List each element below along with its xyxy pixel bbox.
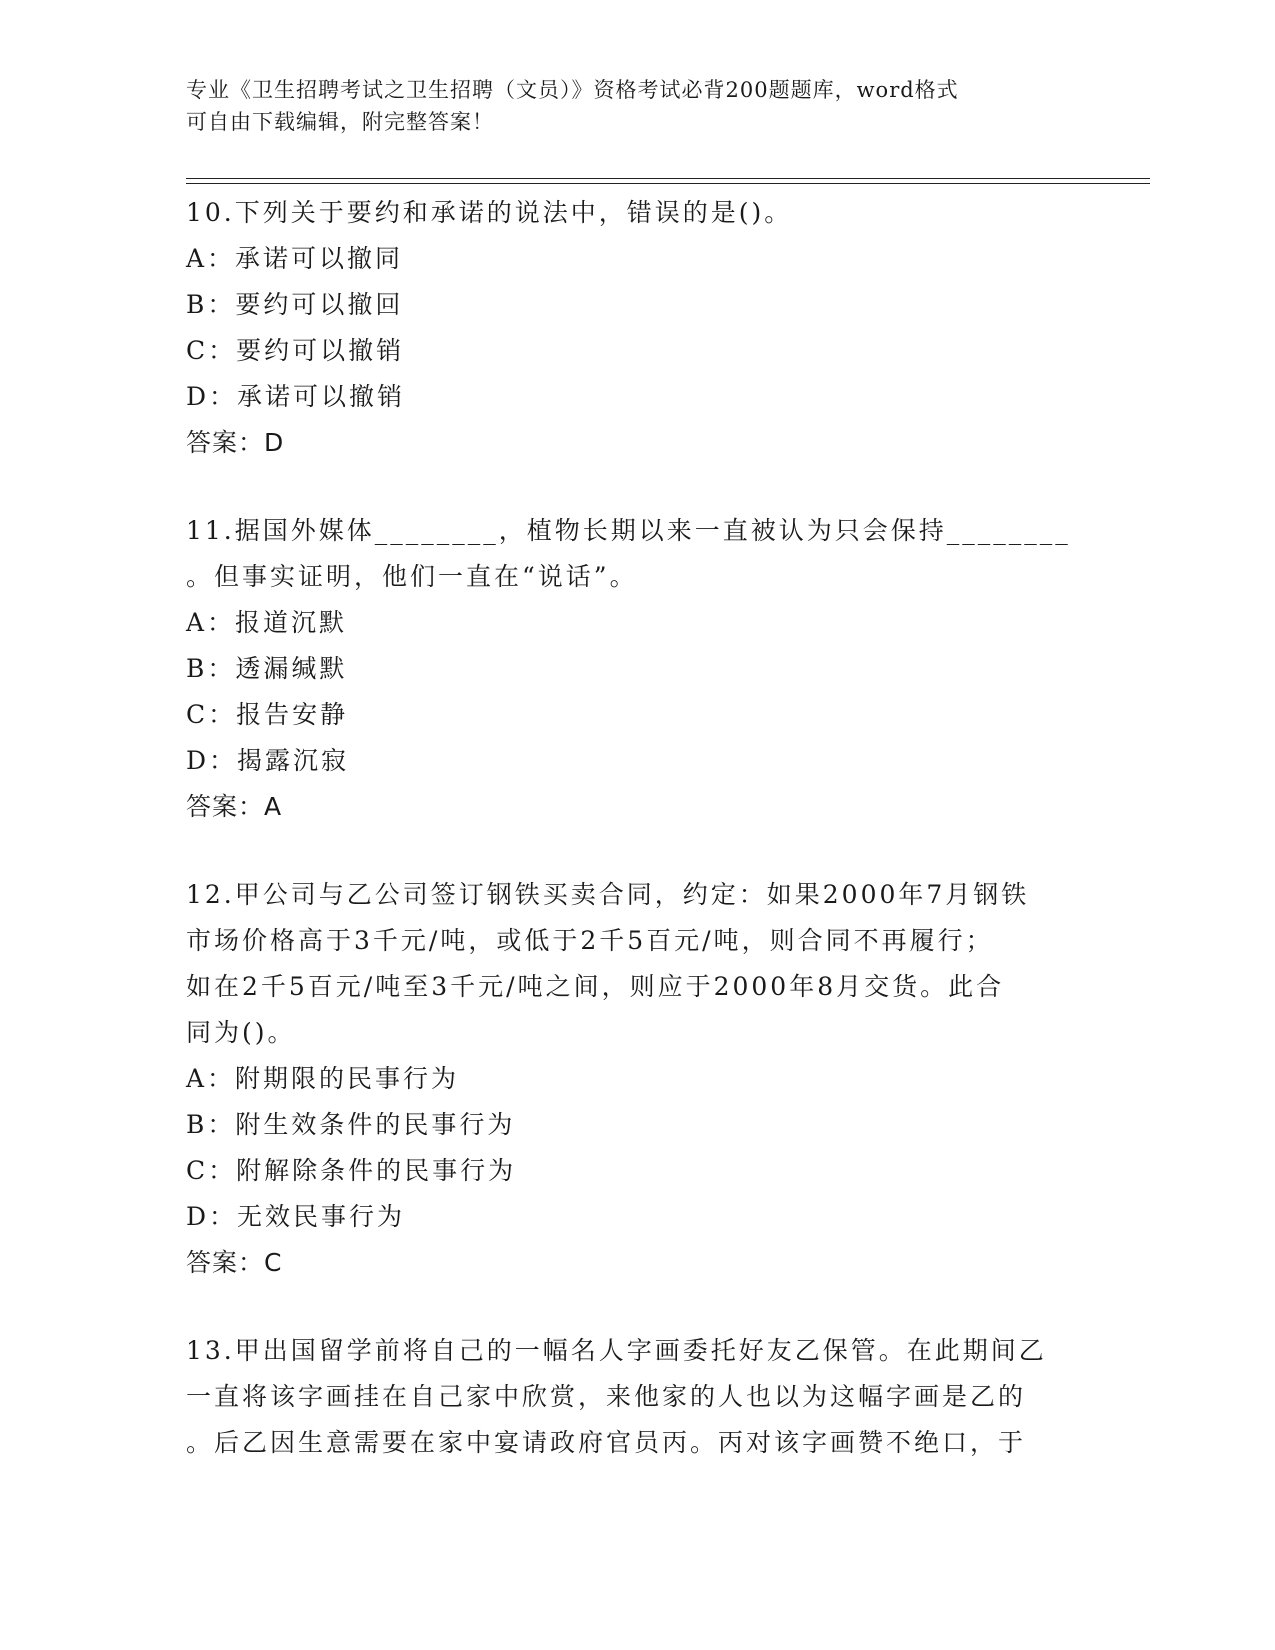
question-list bbox=[186, 190, 1086, 1466]
question-text: 同为()。 bbox=[186, 1018, 296, 1047]
header-divider-top bbox=[186, 178, 1150, 179]
header-divider-bottom bbox=[186, 183, 1150, 184]
option-a: A：承诺可以撤同 bbox=[186, 244, 404, 273]
option-c: C：附解除条件的民事行为 bbox=[186, 1156, 517, 1185]
option-d: D：揭露沉寂 bbox=[186, 746, 350, 775]
header-title-line-1: 专业《卫生招聘考试之卫生招聘（文员）》资格考试必背200题题库，word格式 bbox=[186, 78, 959, 102]
option-c: C：报告安静 bbox=[186, 700, 349, 729]
question-text: 。但事实证明，他们一直在“说话”。 bbox=[186, 562, 638, 591]
answer-label: 答案：C bbox=[186, 1248, 283, 1277]
option-b: B：附生效条件的民事行为 bbox=[186, 1110, 516, 1139]
option-d: D：无效民事行为 bbox=[186, 1202, 406, 1231]
question-text: 一直将该字画挂在自己家中欣赏，来他家的人也以为这幅字画是乙的 bbox=[186, 1382, 1027, 1411]
question-text: 11.据国外媒体________，植物长期以来一直被认为只会保持________ bbox=[186, 516, 1071, 545]
question-text: 。后乙因生意需要在家中宴请政府官员丙。丙对该字画赞不绝口，于 bbox=[186, 1428, 1027, 1457]
option-b: B：透漏缄默 bbox=[186, 654, 348, 683]
question-11 bbox=[186, 508, 1086, 830]
question-text: 10.下列关于要约和承诺的说法中，错误的是()。 bbox=[186, 198, 793, 227]
option-c: C：要约可以撤销 bbox=[186, 336, 405, 365]
question-13 bbox=[186, 1328, 1086, 1466]
answer-label: 答案：A bbox=[186, 792, 283, 821]
option-b: B：要约可以撤回 bbox=[186, 290, 404, 319]
question-text: 12.甲公司与乙公司签订钢铁买卖合同，约定：如果2000年7月钢铁 bbox=[186, 880, 1030, 909]
header-title-line-2: 可自由下载编辑，附完整答案！ bbox=[186, 110, 494, 134]
question-text: 13.甲出国留学前将自己的一幅名人字画委托好友乙保管。在此期间乙 bbox=[186, 1336, 1047, 1365]
option-d: D：承诺可以撤销 bbox=[186, 382, 406, 411]
document-header bbox=[186, 74, 1066, 138]
option-a: A：附期限的民事行为 bbox=[186, 1064, 460, 1093]
question-text: 如在2千5百元/吨至3千元/吨之间，则应于2000年8月交货。此合 bbox=[186, 972, 1005, 1001]
option-a: A：报道沉默 bbox=[186, 608, 348, 637]
question-text: 市场价格高于3千元/吨，或低于2千5百元/吨，则合同不再履行； bbox=[186, 926, 994, 955]
question-10 bbox=[186, 190, 1086, 466]
answer-label: 答案：D bbox=[186, 428, 285, 457]
question-12 bbox=[186, 872, 1086, 1286]
